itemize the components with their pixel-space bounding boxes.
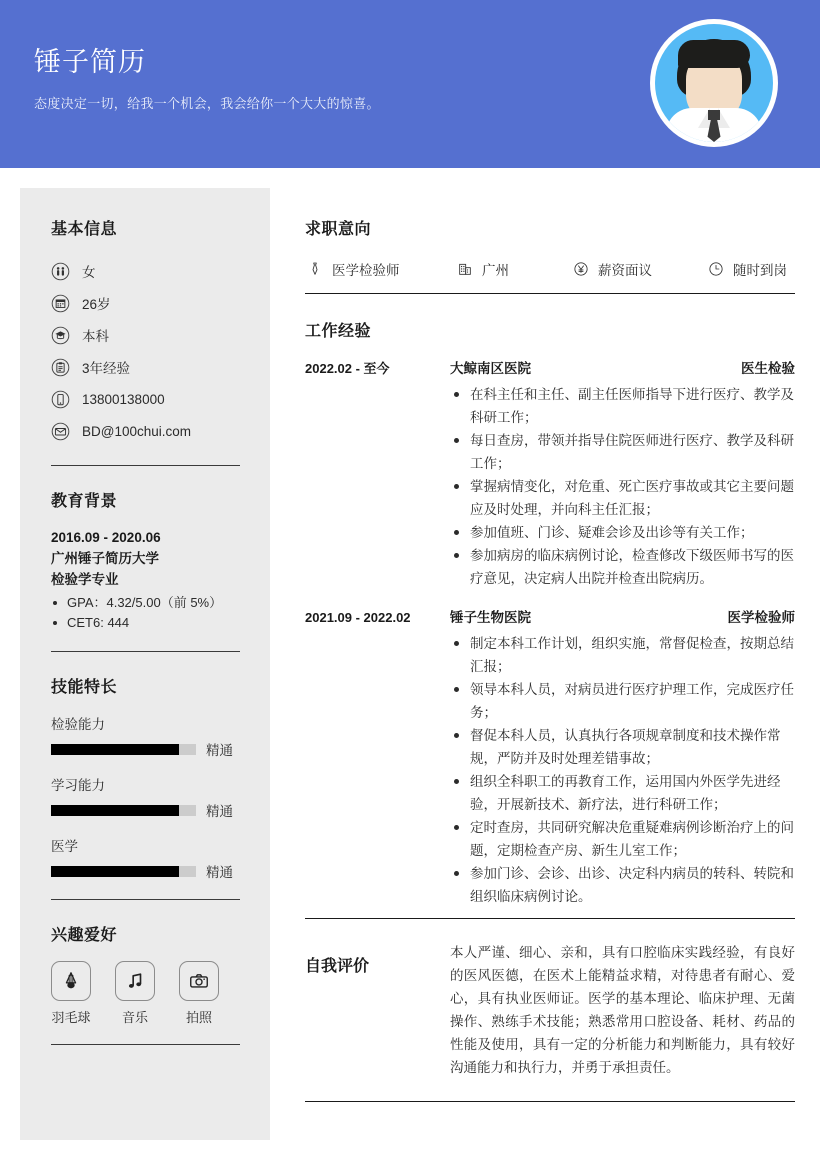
list-item: 掌握病情变化，对危重、死亡医疗事故或其它主要问题应及时处理，并向科主任汇报； (450, 475, 795, 521)
skill-level-label: 精通 (206, 743, 233, 758)
education-heading: 教育背景 (51, 493, 118, 510)
main-divider-job-intention (305, 293, 795, 294)
skill-progress-fill (51, 805, 179, 816)
list-item: 组织全科职工的再教育工作，运用国内外医学先进经验，开展新技术、新疗法，进行科研工作； (450, 770, 795, 816)
self-evaluation-heading: 自我评价 (305, 958, 370, 975)
section-basic-info (51, 216, 240, 447)
skill-progress-bar (51, 866, 196, 877)
hobby-item-music (115, 961, 155, 1026)
skills-heading: 技能特长 (51, 679, 118, 696)
section-education (51, 466, 240, 633)
info-value-phone: 13800138000 (82, 391, 165, 407)
building-icon (455, 260, 474, 279)
section-hobbies (51, 900, 240, 1026)
experience-date: 2021.09 - 2022.02 (305, 610, 411, 625)
phone-icon (51, 390, 70, 409)
main-divider-work-experience (305, 918, 795, 919)
clipboard-icon (51, 358, 70, 377)
job-intention-salary-value: 薪资面议 (598, 263, 652, 278)
male-avatar-icon (655, 24, 773, 142)
experience-bullet-list (450, 383, 795, 590)
info-row-email (51, 415, 240, 447)
hobby-label: 羽毛球 (51, 1010, 91, 1025)
skill-item (51, 835, 240, 881)
skill-item (51, 774, 240, 820)
list-item: 督促本科人员，认真执行各项规章制度和技术操作常规，严防并及时处理差错事故； (450, 724, 795, 770)
job-intention-heading: 求职意向 (305, 221, 372, 238)
graduation-cap-icon (51, 326, 70, 345)
section-work-experience (305, 318, 795, 919)
hobby-item-badminton (51, 961, 91, 1026)
section-skills (51, 652, 240, 881)
section-job-intention (305, 216, 795, 294)
avatar (650, 19, 778, 147)
info-value-age: 26岁 (82, 297, 111, 312)
list-item: 每日查房，带领并指导住院医师进行医疗、教学及科研工作； (450, 429, 795, 475)
sidebar-divider-4 (51, 1044, 240, 1045)
education-detail-list (51, 593, 240, 633)
job-intention-salary (571, 259, 706, 279)
music-note-icon (115, 961, 155, 1001)
list-item: 在科主任和主任、副主任医师指导下进行医疗、教学及科研工作； (450, 383, 795, 429)
tie-icon (305, 260, 324, 279)
list-item: 领导本科人员，对病员进行医疗护理工作，完成医疗任务； (450, 678, 795, 724)
list-item: CET6: 444 (51, 613, 240, 633)
section-self-evaluation (305, 941, 795, 1102)
skill-progress-bar (51, 744, 196, 755)
camera-icon (179, 961, 219, 1001)
work-experience-heading: 工作经验 (305, 323, 372, 340)
job-intention-position-value: 医学检验师 (332, 263, 400, 278)
header-slogan: 态度决定一切，给我一个机会，我会给你一个大大的惊喜。 (34, 96, 380, 111)
hobby-label: 音乐 (121, 1010, 148, 1025)
info-row-gender (51, 255, 240, 287)
skill-name: 检验能力 (51, 717, 105, 732)
experience-role: 医生检验 (741, 361, 795, 376)
gender-icon (51, 262, 70, 281)
skill-name: 医学 (51, 839, 78, 854)
experience-bullet-list (450, 632, 795, 908)
skill-progress-bar (51, 805, 196, 816)
skill-name: 学习能力 (51, 778, 105, 793)
list-item: 制定本科工作计划，组织实施，常督促检查，按期总结汇报； (450, 632, 795, 678)
basic-info-heading: 基本信息 (51, 221, 118, 238)
education-date: 2016.09 - 2020.06 (51, 530, 161, 545)
skill-progress-fill (51, 866, 179, 877)
education-major: 检验学专业 (51, 572, 119, 587)
job-intention-position (305, 259, 455, 279)
hobby-label: 拍照 (185, 1010, 212, 1025)
job-intention-city-value: 广州 (482, 263, 509, 278)
page-title: 锤子简历 (34, 47, 146, 77)
job-intention-row (305, 259, 795, 279)
info-row-age (51, 287, 240, 319)
info-value-experience: 3年经验 (82, 361, 131, 376)
skill-level-label: 精通 (206, 804, 233, 819)
list-item: 参加门诊、会诊、出诊、决定科内病员的转科、转院和组织临床病例讨论。 (450, 862, 795, 908)
list-item: 定时查房，共同研究解决危重疑难病例诊断治疗上的问题，定期检查产房、新生儿室工作； (450, 816, 795, 862)
skill-progress-fill (51, 744, 179, 755)
hobby-item-photo (179, 961, 219, 1026)
skill-level-label: 精通 (206, 865, 233, 880)
sidebar (20, 188, 270, 1140)
job-intention-city (455, 259, 571, 279)
yen-icon (571, 260, 590, 279)
main-divider-self-evaluation (305, 1101, 795, 1102)
job-intention-availability-value: 随时到岗 (733, 263, 787, 278)
experience-company: 锤子生物医院 (450, 610, 531, 625)
info-value-email: BD@100chui.com (82, 423, 192, 439)
education-school: 广州锤子简历大学 (51, 551, 159, 566)
skill-item (51, 713, 240, 759)
main-content (305, 216, 795, 1102)
self-evaluation-text: 本人严谨、细心、亲和，具有口腔临床实践经验，有良好的医风医德，在医术上能精益求精，对待患者有耐心、爱心，具有执业医师证。医学的基本理论、临床护理、无菌操作、熟练手术技能；熟悉常用口腔设备、耗材、药品的性能及使用，具有一定的分析能力和判断能力，具有较好沟通能力和执行力，并勇于承担责任。 (450, 945, 795, 1075)
list-item: GPA：4.32/5.00（前 5%） (51, 593, 240, 613)
work-experience-entry (305, 357, 795, 590)
list-item: 参加病房的临床病例讨论，检查修改下级医师书写的医疗意见，决定病人出院并检查出院病历。 (450, 544, 795, 590)
calendar-icon (51, 294, 70, 313)
envelope-icon (51, 422, 70, 441)
info-row-experience (51, 351, 240, 383)
info-row-phone (51, 383, 240, 415)
info-row-degree (51, 319, 240, 351)
experience-role: 医学检验师 (727, 610, 795, 625)
avatar-fringe (678, 40, 750, 68)
hobbies-heading: 兴趣爱好 (51, 927, 118, 944)
info-value-gender: 女 (82, 265, 96, 280)
resume-header (0, 0, 820, 168)
list-item: 参加值班、门诊、疑难会诊及出诊等有关工作； (450, 521, 795, 544)
job-intention-availability (706, 259, 787, 279)
shuttlecock-icon (51, 961, 91, 1001)
experience-company: 大鲸南区医院 (450, 361, 531, 376)
experience-date: 2022.02 - 至今 (305, 361, 390, 376)
clock-icon (706, 260, 725, 279)
info-value-degree: 本科 (82, 329, 109, 344)
work-experience-entry (305, 606, 795, 908)
